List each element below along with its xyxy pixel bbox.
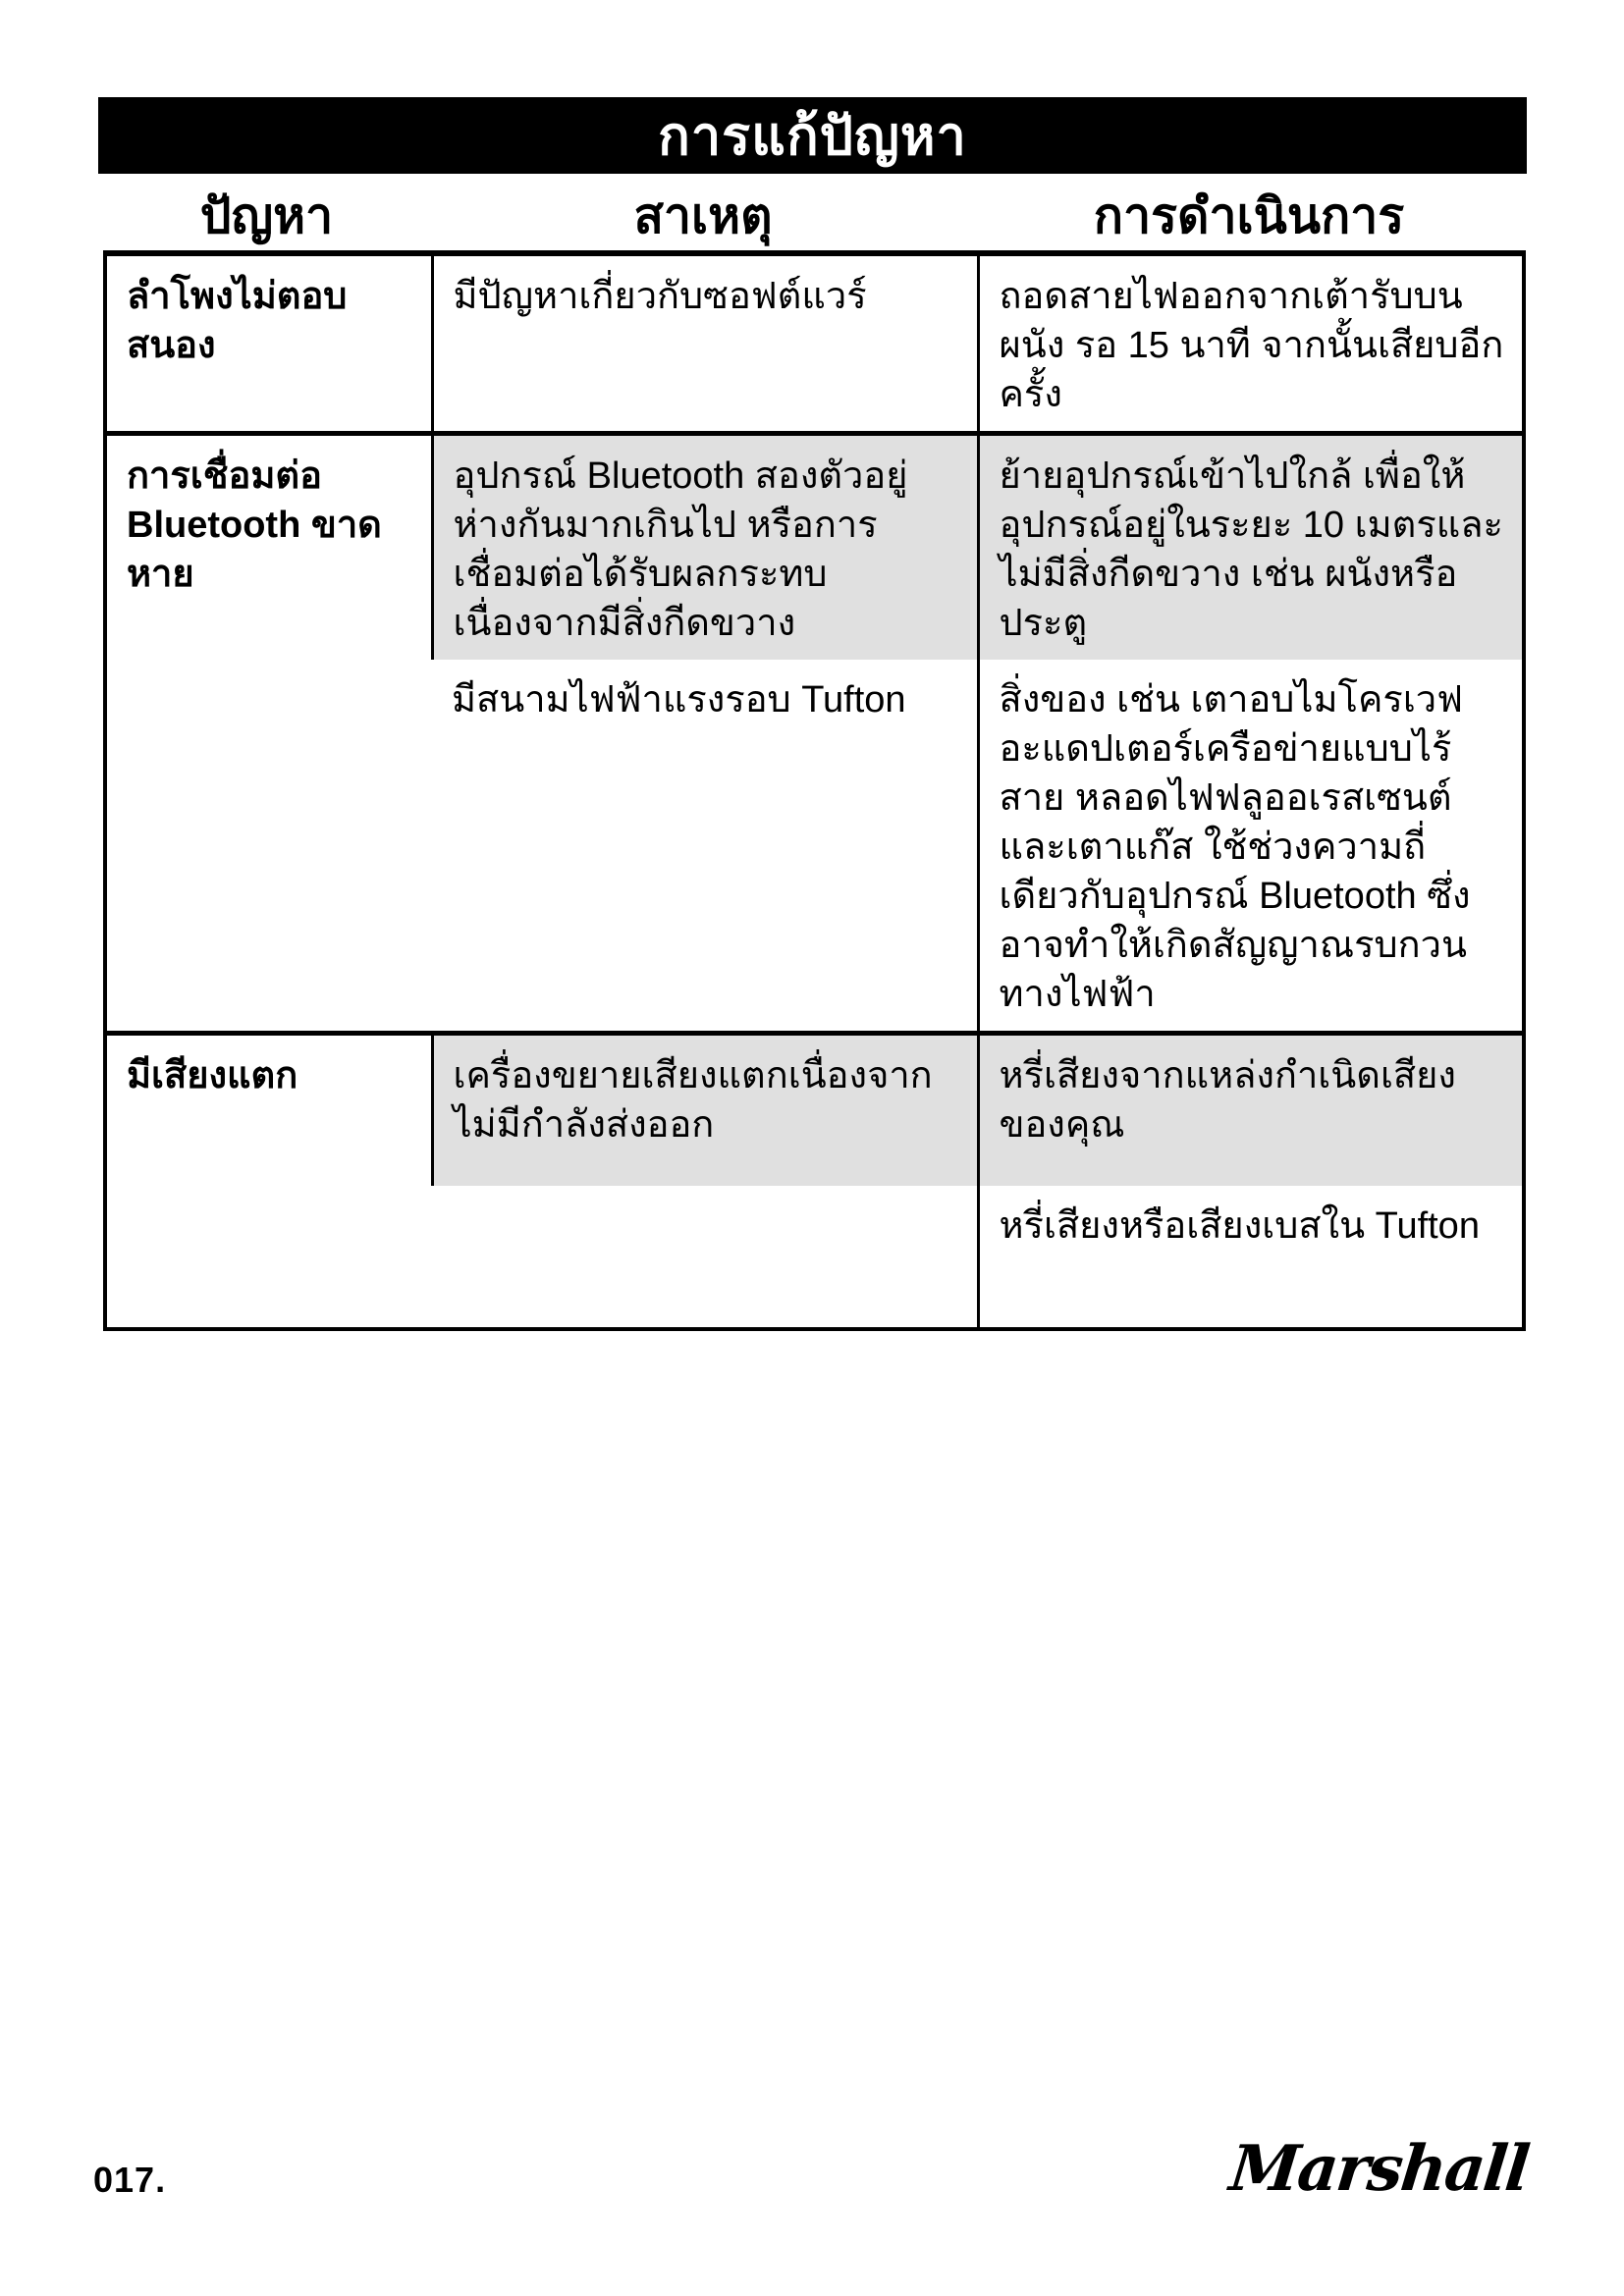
problem-cell: มีเสียงแตก — [105, 1034, 432, 1329]
action-cell: ย้ายอุปกรณ์เข้าไปใกล้ เพื่อให้อุปกรณ์อยู่ในระยะ 10 เมตรและไม่มีสิ่งกีดขวาง เช่น ผนังหรือประตู — [978, 434, 1524, 661]
table-row — [105, 1034, 1524, 1186]
problem-cell: การเชื่อมต่อ Bluetooth ขาดหาย — [105, 434, 432, 1034]
problem-cell: ลำโพงไม่ตอบสนอง — [105, 253, 432, 434]
table-column-headers — [103, 174, 1522, 250]
action-cell: สิ่งของ เช่น เตาอบไมโครเวฟ อะแดปเตอร์เครือข่ายแบบไร้สาย หลอดไฟฟลูออเรสเซนต์ และเตาแก๊ส ใช้ช่วงความถี่เดียวกับอุปกรณ์ Bluetooth ซึ่งอาจทำให้เกิดสัญญาณรบกวนทางไฟฟ้า — [978, 660, 1524, 1034]
column-header-cause: สาเหตุ — [633, 188, 773, 243]
action-cell: หรี่เสียงจากแหล่งกำเนิดเสียงของคุณ — [978, 1034, 1524, 1186]
section-title-bar — [98, 97, 1527, 174]
action-cell: หรี่เสียงหรือเสียงเบสใน Tufton — [978, 1186, 1524, 1329]
page-number: 017. — [93, 2160, 167, 2200]
cause-cell: มีปัญหาเกี่ยวกับซอฟต์แวร์ — [432, 253, 978, 434]
column-header-problem: ปัญหา — [199, 188, 334, 243]
cause-cell: อุปกรณ์ Bluetooth สองตัวอยู่ห่างกันมากเกินไป หรือการเชื่อมต่อได้รับผลกระทบเนื่องจากมีสิ่งกีดขวาง — [432, 434, 978, 661]
column-header-action: การดำเนินการ — [1093, 188, 1405, 243]
cause-cell: มีสนามไฟฟ้าแรงรอบ Tufton — [452, 679, 906, 721]
cause-cell — [432, 1186, 978, 1329]
cause-cell: เครื่องขยายเสียงแตกเนื่องจากไม่มีกำลังส่งออก — [432, 1034, 978, 1186]
action-cell: ถอดสายไฟออกจากเต้ารับบนผนัง รอ 15 นาที จากนั้นเสียบอีกครั้ง — [978, 253, 1524, 434]
table-row — [105, 253, 1524, 434]
troubleshooting-table — [103, 250, 1526, 1331]
marshall-logo: Marshall — [1226, 2132, 1532, 2206]
table-row — [105, 434, 1524, 661]
page-title: การแก้ปัญหา — [658, 107, 967, 166]
